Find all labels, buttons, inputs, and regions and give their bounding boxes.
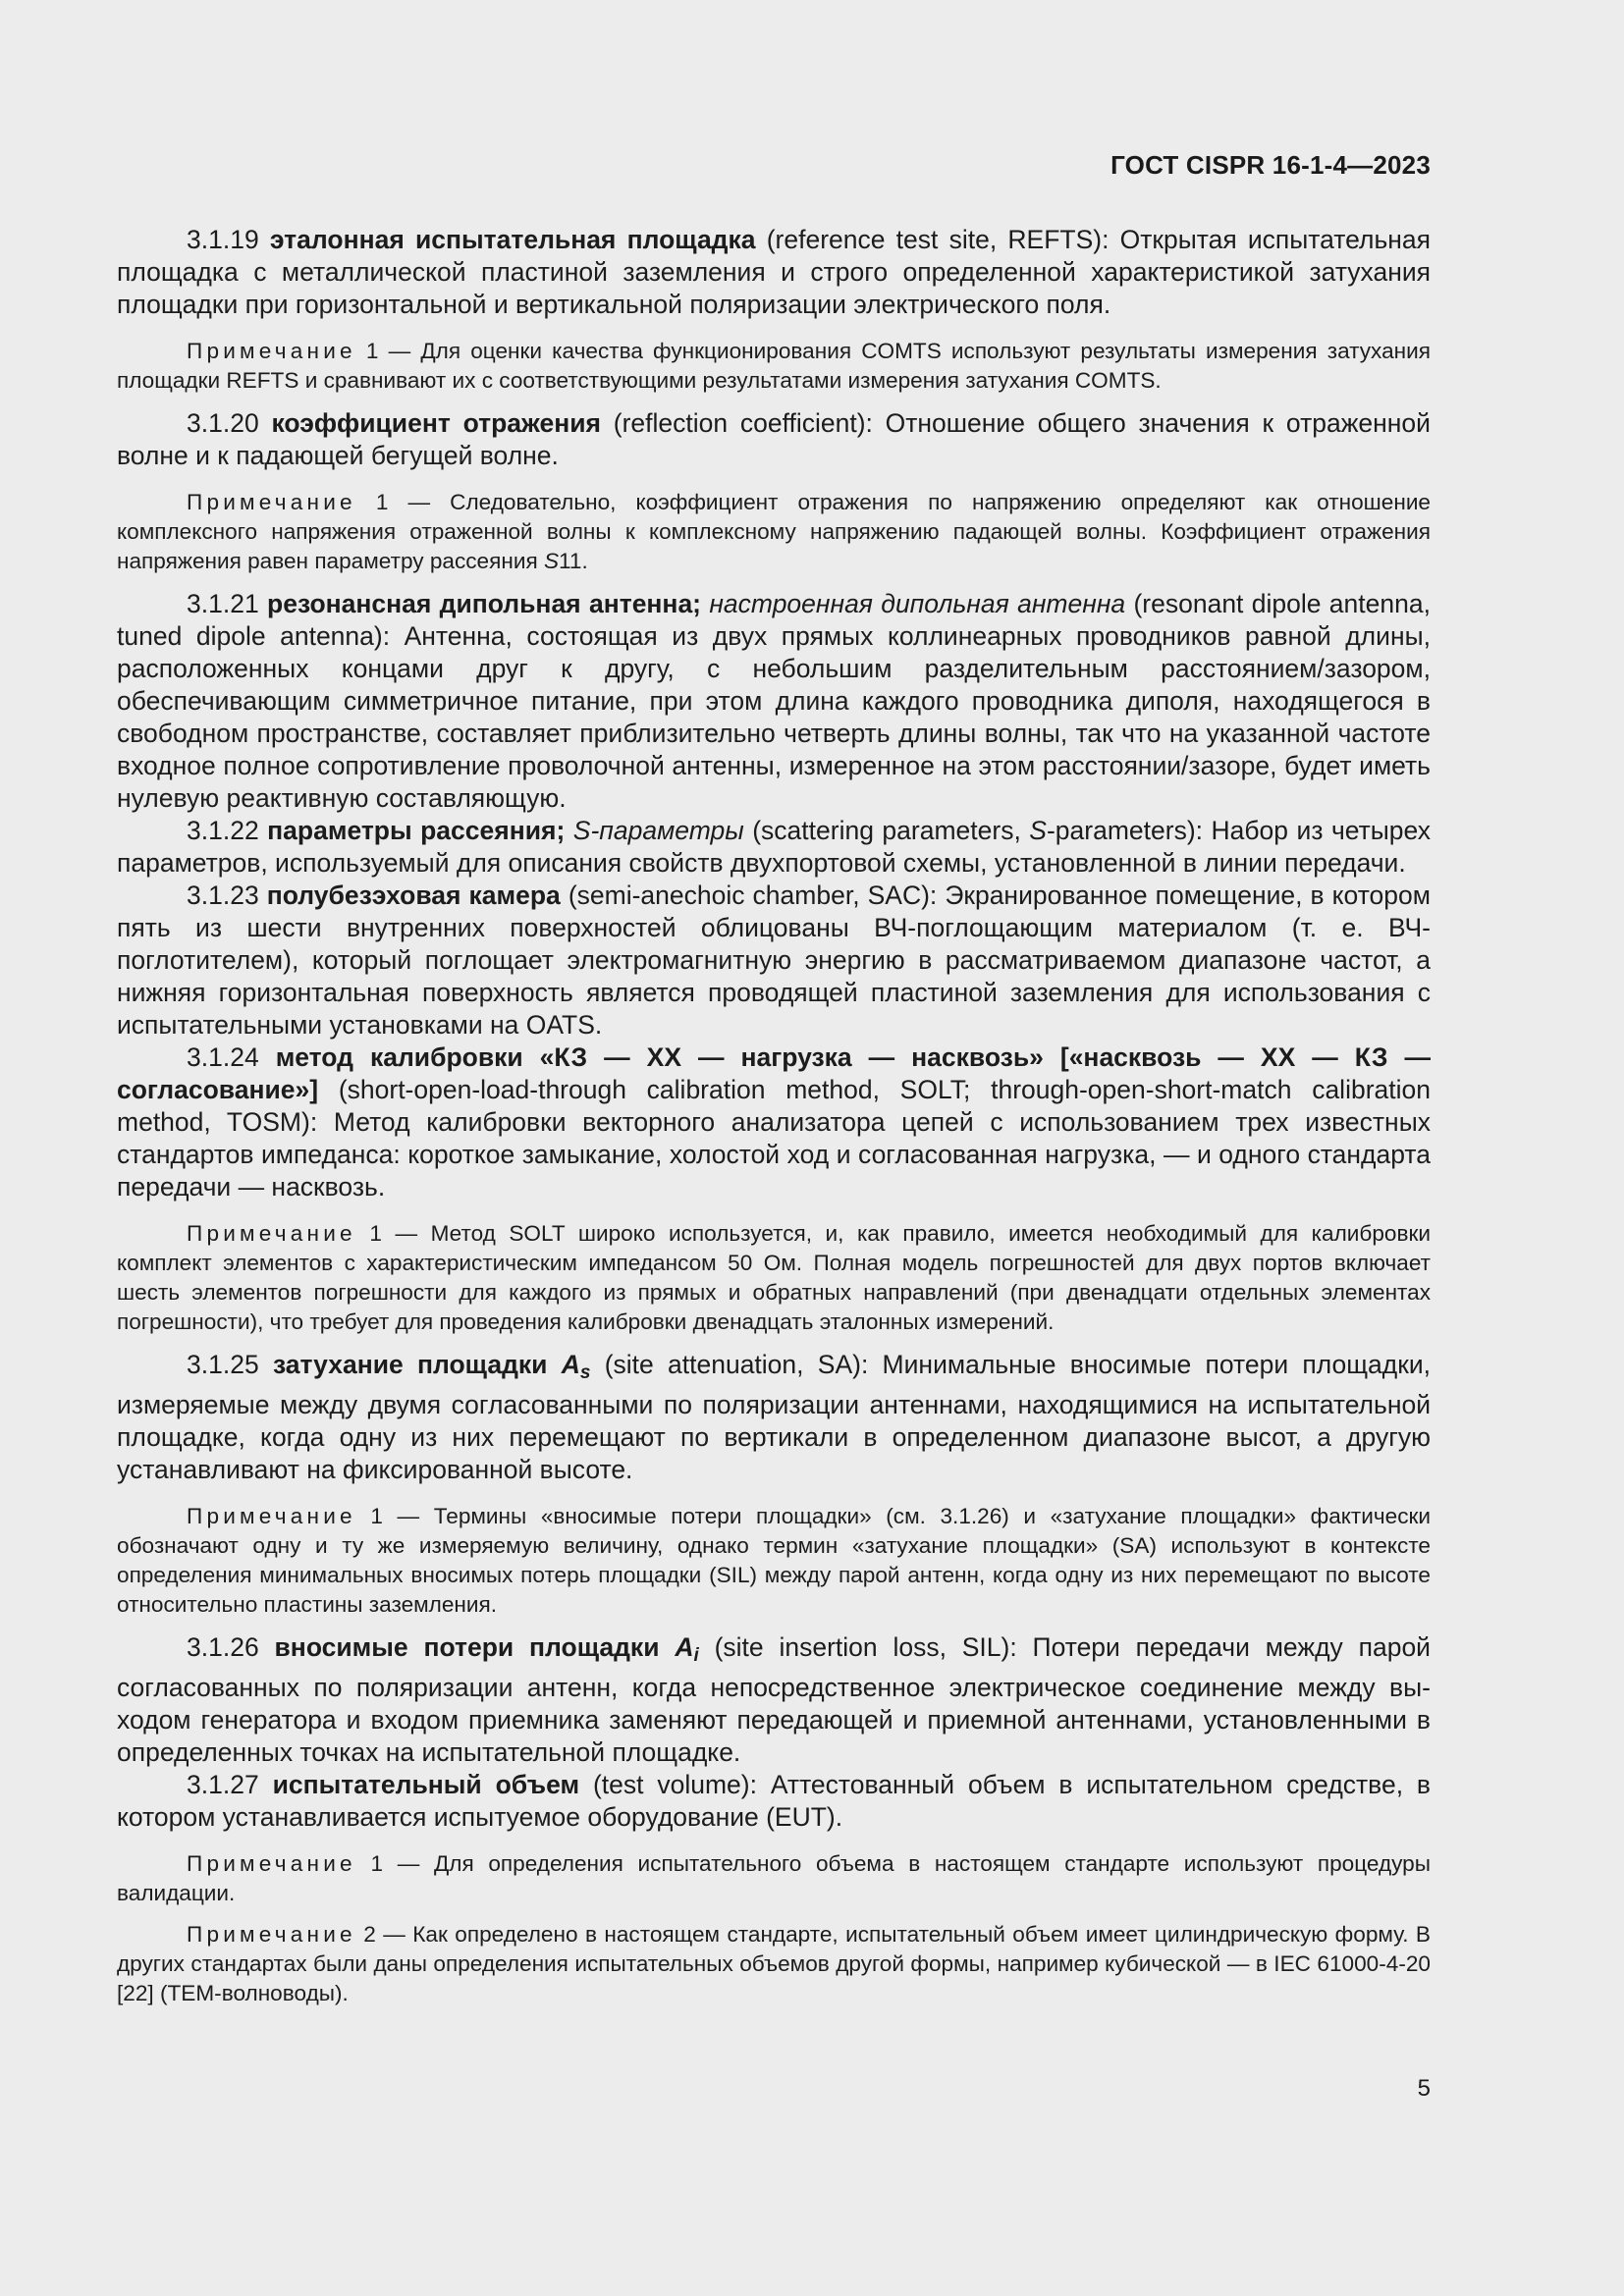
- note-3-1-25-1: [117, 1502, 1431, 1620]
- term-number: 3.1.24: [187, 1042, 259, 1072]
- note-number: 1: [370, 1851, 384, 1876]
- term-3-1-23: [117, 880, 1431, 1041]
- term-symbol-subscript: i: [693, 1645, 699, 1666]
- note-label: Примечание: [187, 1851, 356, 1876]
- term-name: полубезэховая камера: [266, 881, 561, 910]
- note-text: — Как определено в настоящем стандарте, испытательный объем имеет цилиндрическую форму. В других стандартах были даны определения испытательных объемов другой формы, например кубической — в IEC 61000-4-20 [22] (TEM-волноводы).: [117, 1922, 1431, 2005]
- note-label: Примечание: [187, 490, 356, 514]
- term-number: 3.1.26: [187, 1632, 259, 1662]
- note-label: Примечание: [187, 1922, 356, 1947]
- note-text: — Для определения испытательного объема в настоящем стандарте используют процедуры валидации.: [117, 1851, 1431, 1905]
- term-symbol-subscript: s: [579, 1362, 591, 1383]
- term-name: эталонная испытательная площадка: [269, 225, 756, 254]
- note-text: — Метод SOLT широко используется, и, как правило, имеется необходимый для калибровки комплект элементов с характеристическим импедансом 50 Ом. Полная модель погрешностей для двух портов включает шесть элементов погрешности для каждого из прямых и обратных направлений (при двенадцати отдельных элементах погрешности), что требует для проведения калибровки двенадцать эталонных измерений.: [117, 1221, 1431, 1334]
- term-definition: (short-open-load-through calibration method, SOLT; through-open-short-match calibration method, TOSM): Метод калибровки векторного анализатора цепей с использованием трех известных стандартов импеданса: короткое замыкание, холостой ход и согласованная нагрузка, — и одного стандарта передачи — насквозь.: [117, 1075, 1431, 1201]
- note-text: — Для оценки качества функционирования COMTS используют результаты измерения затухания площадки REFTS и сравнивают их с соответствующими результатами измерения затухания COMTS.: [117, 339, 1431, 393]
- page-content: [117, 224, 1431, 2020]
- term-3-1-21: [117, 588, 1431, 815]
- term-3-1-20: [117, 407, 1431, 472]
- term-number: 3.1.25: [187, 1350, 259, 1379]
- term-name: вносимые потери площадки: [274, 1632, 660, 1662]
- note-label: Примечание: [187, 1504, 356, 1528]
- term-3-1-24: [117, 1041, 1431, 1203]
- term-number: 3.1.23: [187, 881, 259, 910]
- term-name: параметры рассеяния;: [267, 816, 566, 845]
- note-number: 2: [363, 1922, 376, 1947]
- note-symbol: S: [543, 549, 560, 573]
- term-symbol: A: [561, 1350, 580, 1379]
- term-definition: (site attenuation, SA): Минимальные вносимые потери площадки, измеряемые между двумя согласованными по поляризации антеннами, находящимися на испытательной площадке, когда одну из них перемещают по вертикали в определенном диапазоне высот, а другую устанавливают на фиксированной высоте.: [117, 1350, 1432, 1484]
- note-label: Примечание: [187, 1221, 356, 1246]
- term-definition-symbol: S: [1029, 816, 1047, 845]
- note-3-1-24-1: [117, 1219, 1431, 1337]
- note-number: 1: [370, 1504, 383, 1528]
- term-name: резонансная дипольная антенна;: [267, 589, 702, 618]
- note-3-1-27-2: [117, 1920, 1431, 2008]
- term-definition-b: -parameters): Набор из четырех параметров, используемый для описания свойств двухпортовой схемы, установленной в линии передачи.: [117, 816, 1431, 878]
- document-header: ГОСТ CISPR 16-1-4—2023: [1110, 150, 1431, 180]
- note-text-end: 11.: [559, 549, 588, 573]
- term-name: испытательный объем: [272, 1770, 580, 1799]
- note-label: Примечание: [187, 339, 356, 363]
- term-number: 3.1.20: [187, 408, 259, 438]
- term-definition: (reference test site, REFTS): Открытая испытательная площадка с металлической пластиной заземления и строго определенной характеристикой затухания площадки при горизонтальной и вертикальной поляризации электрического поля.: [117, 225, 1431, 319]
- term-3-1-25: [117, 1349, 1431, 1486]
- term-synonym: настроенная дипольная антенна: [709, 589, 1126, 618]
- term-definition: (site insertion loss, SIL): Потери передачи между парой согласованных по поляризации антенн, когда непосредственное электрическое соединение между выходом генератора и входом приемника заменяют передающей и приемной антеннами, установленными в определенных точках на испытательной площадке.: [117, 1632, 1431, 1767]
- note-text: — Следовательно, коэффициент отражения по напряжению определяют как отношение комплексного напряжения отраженной волны к комплексному напряжению падающей волны. Коэффициент отражения напряжения равен параметру рассеяния: [117, 490, 1432, 573]
- term-definition: (reflection coefficient): Отношение общего значения к отраженной волне и к падающей бегущей волне.: [117, 408, 1431, 470]
- term-3-1-22: [117, 815, 1431, 880]
- term-name: метод калибровки «КЗ — ХХ — нагрузка — насквозь» [«насквозь — ХХ — КЗ — согласование»]: [117, 1042, 1431, 1104]
- term-definition: (resonant dipole antenna, tuned dipole antenna): Антенна, состоящая из двух прямых коллинеарных проводников равной длины, расположенных концами друг к другу, с небольшим разделительным расстоянием/зазором, обеспечивающим симметричное питание, при этом длина каждого проводника диполя, находящегося в свободном пространстве, составляет приблизительно четверть длины волны, так что на указанной частоте входное полное сопротивление проволочной антенны, измеренное на этом расстоянии/зазоре, будет иметь нулевую реактивную составляющую.: [117, 589, 1431, 813]
- term-definition: (test volume): Аттестованный объем в испытательном средстве, в котором устанавливается испытуемое оборудование (EUT).: [117, 1770, 1431, 1832]
- note-3-1-27-1: [117, 1849, 1431, 1908]
- term-number: 3.1.19: [187, 225, 259, 254]
- page-number: 5: [1417, 2075, 1431, 2102]
- note-text: — Термины «вносимые потери площадки» (см. 3.1.26) и «затухание площадки» фактически обозначают одну и ту же измеряемую величину, однако термин «затухание площадки» (SA) используют в контексте определения минимальных вносимых потерь площадки (SIL) между парой антенн, когда одну из них перемещают по высоте относительно пластины заземления.: [117, 1504, 1432, 1617]
- note-number: 1: [375, 490, 389, 514]
- term-name: коэффициент отражения: [271, 408, 601, 438]
- term-definition-a: (scattering parameters,: [752, 816, 1021, 845]
- note-number: 1: [369, 1221, 382, 1246]
- note-3-1-19-1: [117, 337, 1431, 396]
- term-synonym-symbol: S: [572, 816, 591, 845]
- note-3-1-20-1: [117, 488, 1431, 576]
- term-definition: (semi-anechoic chamber, SAC): Экранированное помещение, в котором пять из шести внутренних поверхностей облицованы ВЧ-поглощающим материалом (т. е. ВЧ-поглотителем), который поглощает электромагнитную энергию в рассматриваемом диапазоне частот, а нижняя горизонтальная поверхность является проводящей пластиной заземления для использования с испытательными установками на OATS.: [117, 881, 1431, 1040]
- term-3-1-26: [117, 1631, 1431, 1769]
- term-number: 3.1.22: [187, 816, 259, 845]
- term-symbol: A: [675, 1632, 694, 1662]
- term-number: 3.1.21: [187, 589, 259, 618]
- term-name: затухание площадки: [272, 1350, 548, 1379]
- term-3-1-19: [117, 224, 1431, 321]
- term-number: 3.1.27: [187, 1770, 259, 1799]
- note-number: 1: [365, 339, 379, 363]
- term-3-1-27: [117, 1769, 1431, 1834]
- term-synonym: -параметры: [590, 816, 744, 845]
